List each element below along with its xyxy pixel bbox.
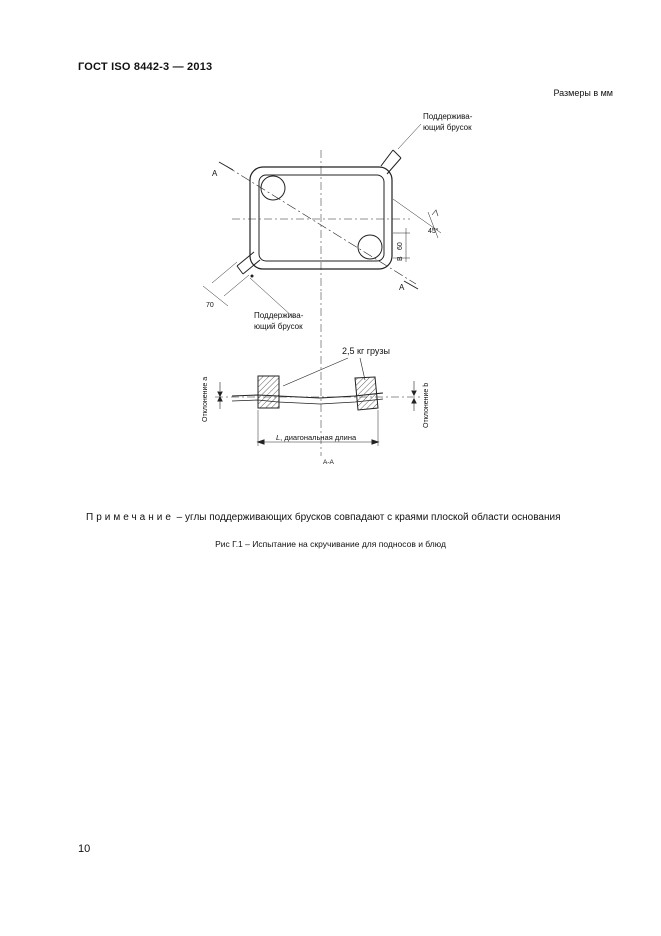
note-dash: –: [176, 512, 183, 523]
figure-note: [86, 512, 561, 523]
support-bar-bottom-left: [237, 252, 294, 318]
label-section-marker-a-bottom: А: [399, 283, 405, 292]
label-support-bar-top-line2: ющий брусок: [423, 123, 472, 132]
tray-outline-inner: [259, 175, 384, 261]
weight-right: [355, 377, 378, 410]
label-deflection-b: Отклонение b: [423, 382, 430, 428]
label-diagonal-length: [276, 433, 357, 442]
support-bar-top-right: [381, 124, 421, 174]
label-section-marker-a-top: А: [212, 169, 218, 178]
section-view: [215, 292, 420, 456]
page-number: 10: [78, 843, 91, 855]
weight-circle-top-left: [261, 176, 285, 200]
label-deflection-a: Отклонение а: [202, 376, 209, 422]
label-diagonal-symbol: L: [276, 433, 281, 442]
units-note: Размеры в мм: [553, 88, 613, 98]
label-section-a-a: А-А: [323, 459, 334, 466]
figure-caption: Рис Г.1 – Испытание на скручивание для подносов и блюд: [215, 539, 446, 549]
label-dim-60: 60: [397, 242, 404, 250]
label-diagonal-text: , диагональная длина: [280, 433, 357, 442]
plan-view: [203, 124, 441, 318]
note-lead: Примечание: [86, 512, 174, 523]
label-angle-45: 45°: [428, 228, 439, 235]
label-support-bar-bottom-line1: Поддержива-: [254, 311, 304, 320]
note-text: углы поддерживающих брусков совпадают с краями плоской области основания: [185, 512, 561, 523]
label-dim-b: В: [397, 256, 404, 261]
label-weights: 2,5 кг грузы: [342, 346, 391, 356]
label-support-bar-top-line1: Поддержива-: [423, 112, 473, 121]
document-header: ГОСТ ISO 8442-3 — 2013: [78, 61, 213, 73]
label-support-bar-bottom-line2: ющий брусок: [254, 322, 303, 331]
label-dim-70: 70: [206, 302, 214, 309]
weight-left: [258, 376, 279, 408]
